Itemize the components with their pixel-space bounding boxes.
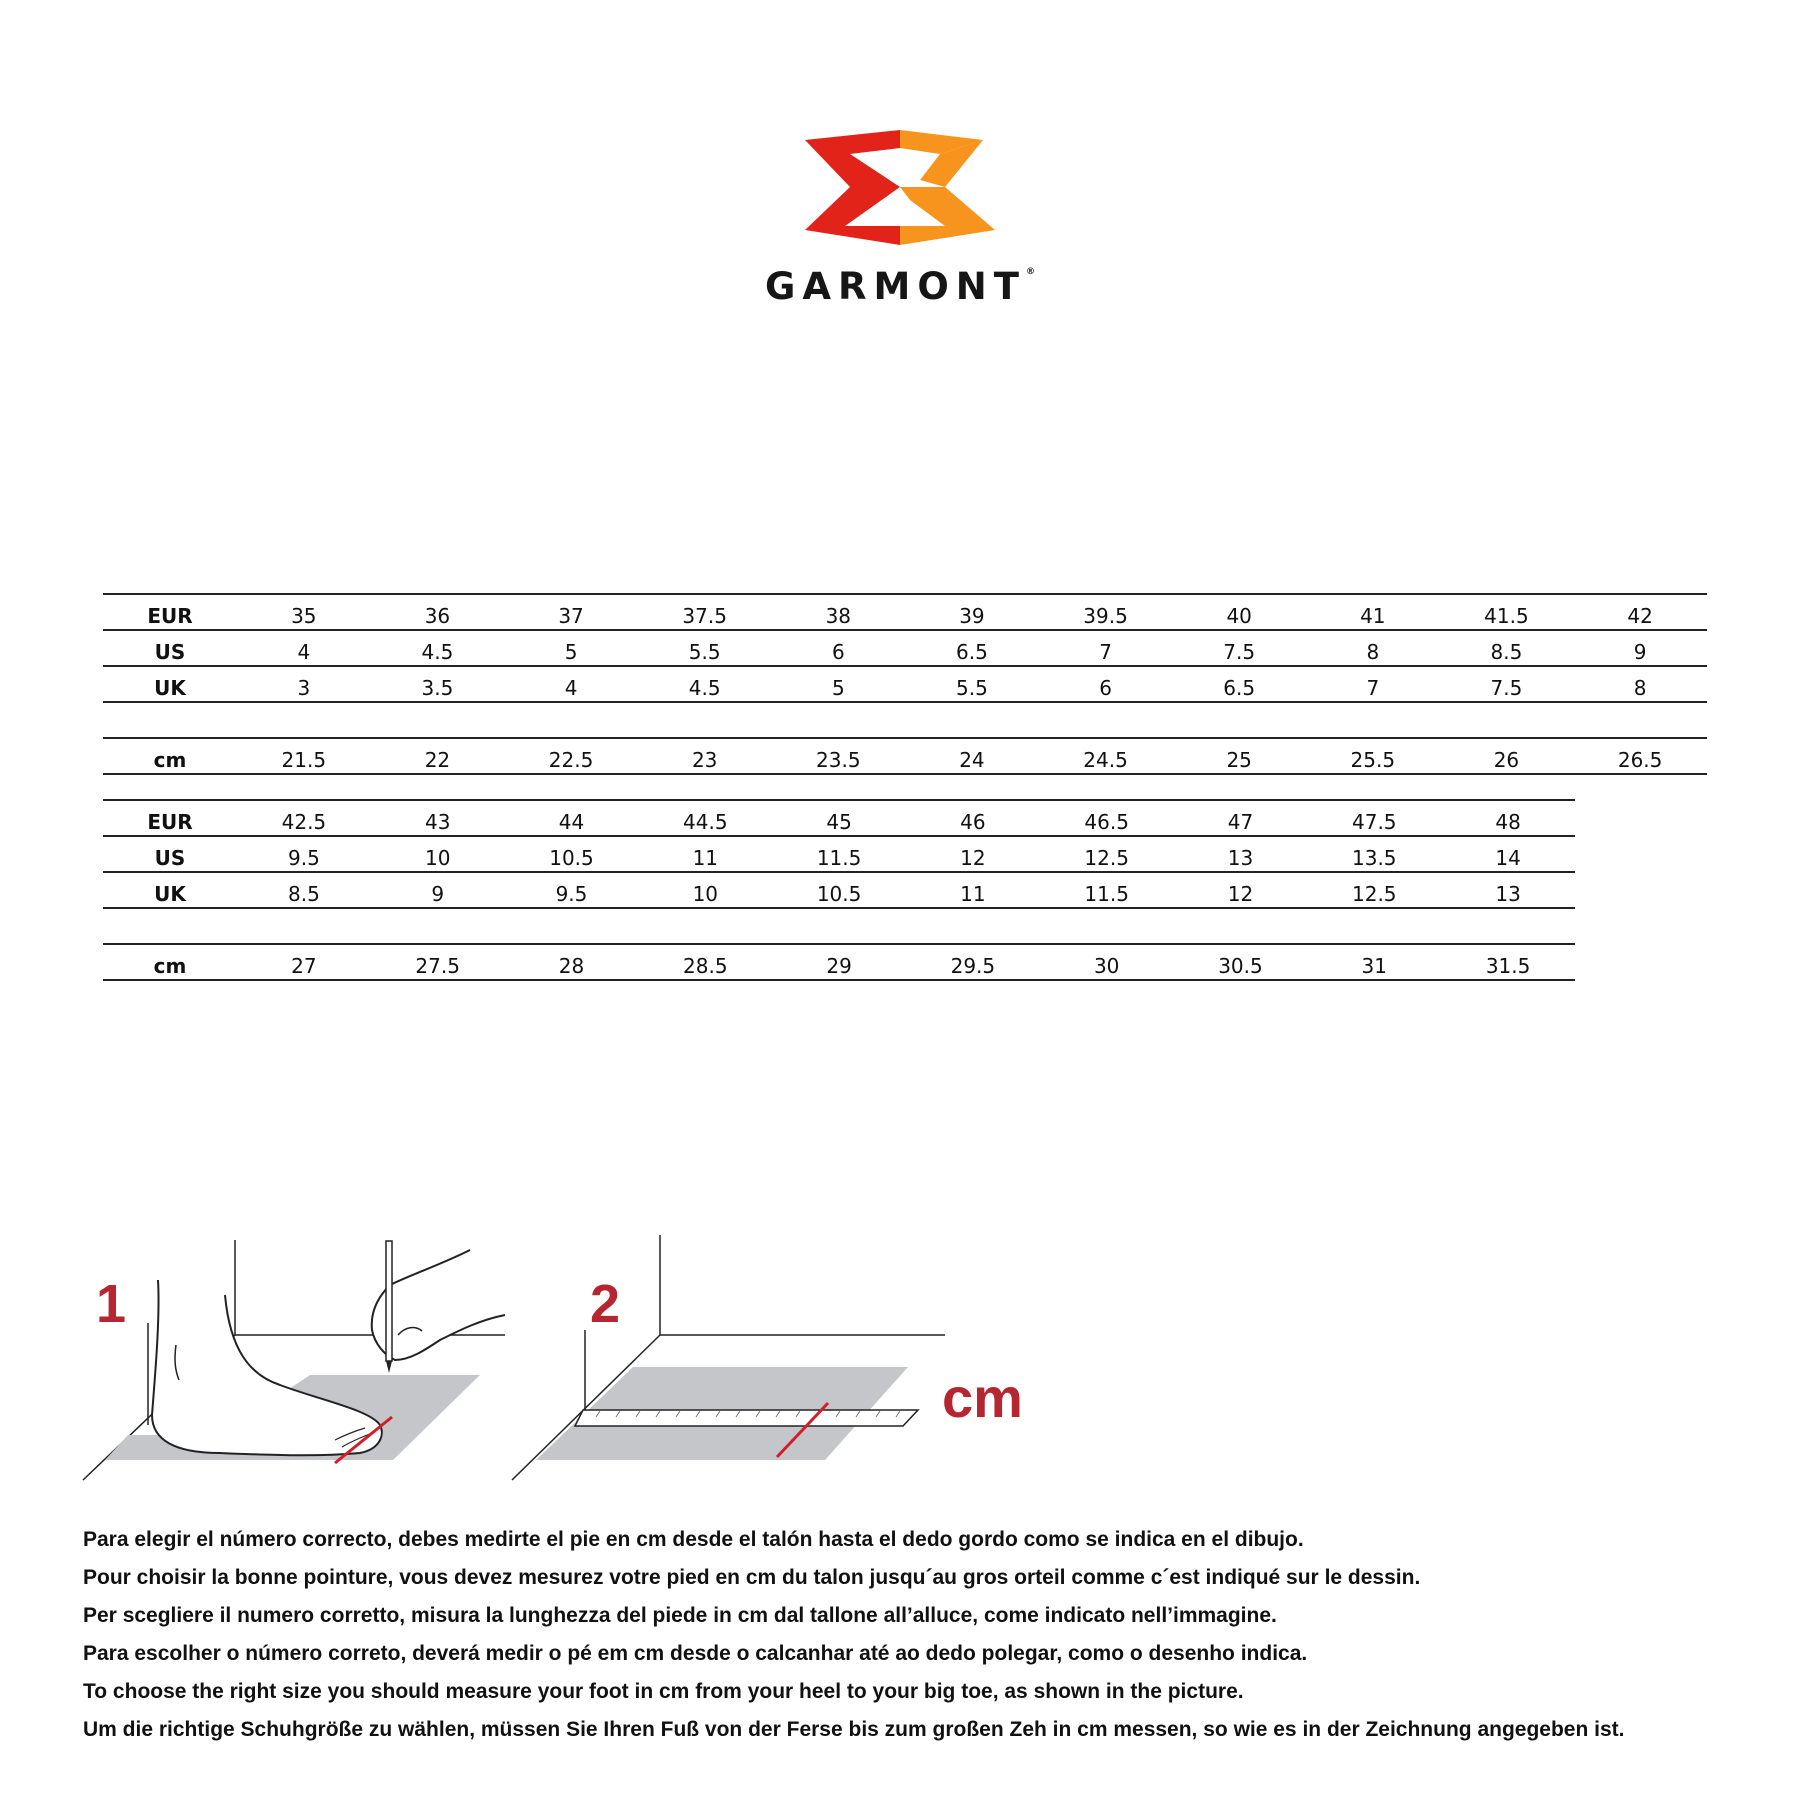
size-cell: 46.5 [1040, 800, 1174, 836]
size-cell: 38 [772, 594, 906, 630]
size-cell: 40 [1172, 594, 1306, 630]
size-cell: 10 [638, 872, 772, 908]
size-row-eur [103, 594, 1707, 630]
size-cell: 31.5 [1441, 944, 1575, 980]
size-table-small [103, 593, 1707, 775]
size-cell: 28.5 [638, 944, 772, 980]
size-row-cm [103, 944, 1575, 980]
size-cell: 41.5 [1440, 594, 1574, 630]
size-cell: 39 [905, 594, 1039, 630]
size-cell: 8.5 [1440, 630, 1574, 666]
row-label: cm [103, 944, 237, 980]
size-cell: 30.5 [1174, 944, 1308, 980]
size-cell: 5.5 [638, 630, 772, 666]
size-cell: 45 [772, 800, 906, 836]
size-row-us [103, 630, 1707, 666]
size-cell: 12 [906, 836, 1040, 872]
size-cell: 12 [1174, 872, 1308, 908]
size-cell: 10 [371, 836, 505, 872]
size-row-us [103, 836, 1575, 872]
size-cell: 7.5 [1172, 630, 1306, 666]
size-cell: 37 [504, 594, 638, 630]
spacer-cell [103, 908, 1575, 944]
size-cell: 5 [772, 666, 906, 702]
size-cell: 9.5 [237, 836, 371, 872]
garmont-logo [730, 130, 1070, 310]
measuring-illustration [80, 1235, 1080, 1495]
row-label: UK [103, 666, 237, 702]
size-table-large-body [103, 800, 1575, 980]
row-label: UK [103, 872, 237, 908]
size-cell: 5.5 [905, 666, 1039, 702]
size-table-large [103, 799, 1575, 981]
size-cell: 9.5 [505, 872, 639, 908]
size-cell: 41 [1306, 594, 1440, 630]
size-cell: 7.5 [1440, 666, 1574, 702]
spacer-cell [103, 702, 1707, 738]
size-cell: 6 [1039, 666, 1173, 702]
size-cell: 42 [1573, 594, 1707, 630]
row-label: cm [103, 738, 237, 774]
step-1-number: 1 [96, 1274, 127, 1334]
instructions [83, 1521, 1783, 1749]
spacer-row [103, 908, 1575, 944]
row-label: EUR [103, 594, 237, 630]
unit-label-cm: cm [942, 1366, 1023, 1429]
size-cell: 11.5 [1040, 872, 1174, 908]
size-cell: 24.5 [1039, 738, 1173, 774]
size-cell: 22.5 [504, 738, 638, 774]
size-cell: 37.5 [638, 594, 772, 630]
size-cell: 13 [1441, 872, 1575, 908]
size-cell: 3 [237, 666, 371, 702]
size-cell: 6 [772, 630, 906, 666]
size-cell: 48 [1441, 800, 1575, 836]
size-cell: 4.5 [371, 630, 505, 666]
size-cell: 26.5 [1573, 738, 1707, 774]
instruction-it: Per scegliere il numero corretto, misura la lunghezza del piede in cm dal tallone all’alluce, come indicato nell’immagine. [83, 1604, 1277, 1627]
size-table-small-body [103, 594, 1707, 774]
size-cell: 29 [772, 944, 906, 980]
size-cell: 44 [505, 800, 639, 836]
size-cell: 11 [906, 872, 1040, 908]
size-row-uk [103, 666, 1707, 702]
size-cell: 30 [1040, 944, 1174, 980]
size-cell: 22 [371, 738, 505, 774]
row-label: EUR [103, 800, 237, 836]
size-cell: 6.5 [1172, 666, 1306, 702]
size-cell: 12.5 [1307, 872, 1441, 908]
size-cell: 7 [1306, 666, 1440, 702]
size-cell: 25.5 [1306, 738, 1440, 774]
size-cell: 23.5 [772, 738, 906, 774]
size-cell: 9 [371, 872, 505, 908]
size-cell: 11.5 [772, 836, 906, 872]
measuring-drawing-icon [80, 1235, 1080, 1495]
size-cell: 25 [1172, 738, 1306, 774]
instruction-de: Um die richtige Schuhgröße zu wählen, müssen Sie Ihren Fuß von der Ferse bis zum großen Zeh in cm messen, so wie es in der Zeichnung angegeben ist. [83, 1718, 1625, 1741]
size-cell: 10.5 [772, 872, 906, 908]
size-cell: 24 [905, 738, 1039, 774]
instruction-fr: Pour choisir la bonne pointure, vous devez mesurez votre pied en cm du talon jusqu´au gros orteil comme c´est indiqué sur le dessin. [83, 1566, 1421, 1589]
size-cell: 43 [371, 800, 505, 836]
size-row-eur [103, 800, 1575, 836]
row-label: US [103, 836, 237, 872]
trademark-symbol: ® [1025, 267, 1035, 277]
brand-name: GARMONT [765, 265, 1026, 308]
size-cell: 9 [1573, 630, 1707, 666]
size-cell: 11 [638, 836, 772, 872]
size-cell: 10.5 [505, 836, 639, 872]
size-row-uk [103, 872, 1575, 908]
size-cell: 3.5 [371, 666, 505, 702]
size-cell: 26 [1440, 738, 1574, 774]
instruction-es: Para elegir el número correcto, debes medirte el pie en cm desde el talón hasta el dedo gordo como se indica en el dibujo. [83, 1528, 1304, 1551]
size-cell: 4.5 [638, 666, 772, 702]
size-cell: 47 [1174, 800, 1308, 836]
size-cell: 13.5 [1307, 836, 1441, 872]
size-cell: 42.5 [237, 800, 371, 836]
size-cell: 39.5 [1039, 594, 1173, 630]
size-cell: 14 [1441, 836, 1575, 872]
size-cell: 6.5 [905, 630, 1039, 666]
size-cell: 12.5 [1040, 836, 1174, 872]
instruction-en: To choose the right size you should measure your foot in cm from your heel to your big toe, as shown in the picture. [83, 1680, 1244, 1703]
spacer-row [103, 702, 1707, 738]
size-cell: 35 [237, 594, 371, 630]
size-cell: 4 [504, 666, 638, 702]
instruction-pt: Para escolher o número correto, deverá medir o pé em cm desde o calcanhar até ao dedo polegar, como o desenho indica. [83, 1642, 1308, 1665]
size-cell: 28 [505, 944, 639, 980]
size-cell: 7 [1039, 630, 1173, 666]
size-cell: 21.5 [237, 738, 371, 774]
size-cell: 5 [504, 630, 638, 666]
size-cell: 27 [237, 944, 371, 980]
size-cell: 13 [1174, 836, 1308, 872]
size-cell: 8 [1573, 666, 1707, 702]
step-2-number: 2 [590, 1274, 621, 1334]
size-cell: 4 [237, 630, 371, 666]
size-cell: 8.5 [237, 872, 371, 908]
row-label: US [103, 630, 237, 666]
size-cell: 27.5 [371, 944, 505, 980]
size-cell: 31 [1307, 944, 1441, 980]
size-cell: 47.5 [1307, 800, 1441, 836]
size-cell: 44.5 [638, 800, 772, 836]
garmont-logo-mark-icon [805, 130, 995, 245]
size-cell: 23 [638, 738, 772, 774]
size-cell: 36 [371, 594, 505, 630]
size-cell: 29.5 [906, 944, 1040, 980]
size-cell: 46 [906, 800, 1040, 836]
brand-wordmark [730, 265, 1070, 308]
size-row-cm [103, 738, 1707, 774]
size-cell: 8 [1306, 630, 1440, 666]
